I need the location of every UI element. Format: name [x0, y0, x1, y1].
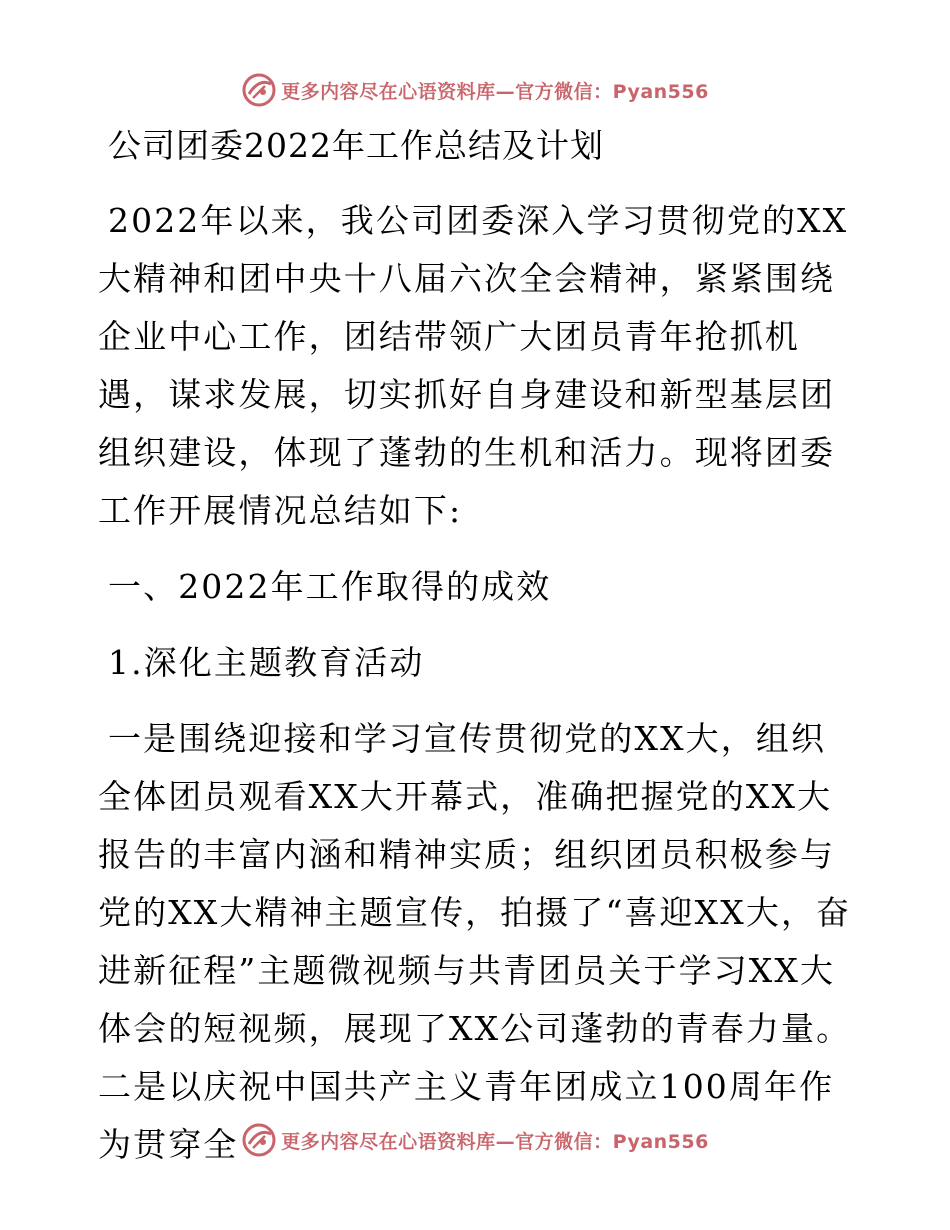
body-paragraph: 一是围绕迎接和学习宣传贯彻党的XX大，组织全体团员观看XX大开幕式，准确把握党的XX大报告的丰富内涵和精神实质；组织团员积极参与党的XX大精神主题宣传，拍摄了“喜迎XX大，奋进新征程”主题微视频与共青团员关于学习XX大体会的短视频，展现了XX公司蓬勃的青春力量。二是以庆祝中国共产主义青年团成立100周年作为贯穿全 [98, 719, 852, 1164]
logo-icon [241, 72, 277, 108]
section-heading: 一、2022年工作取得的成效 [108, 567, 552, 606]
header-watermark-banner [0, 70, 950, 110]
document-body [98, 118, 858, 1174]
document-title: 公司团委2022年工作总结及计划 [108, 126, 604, 165]
banner-text [281, 77, 709, 104]
subsection-heading: 1.深化主题教育活动 [108, 643, 425, 682]
banner-label: 更多内容尽在心语资料库—官方微信： [281, 80, 613, 103]
banner-text [281, 1127, 709, 1154]
footer-watermark-banner [0, 1120, 950, 1160]
banner-wechat-id: Pyan556 [612, 80, 709, 103]
intro-paragraph: 2022年以来，我公司团委深入学习贯彻党的XX大精神和团中央十八届六次全会精神，紧紧围绕企业中心工作，团结带领广大团员青年抢抓机遇，谋求发展，切实抓好自身建设和新型基层团组织建设，体现了蓬勃的生机和活力。现将团委工作开展情况总结如下: [98, 201, 849, 530]
banner-wechat-id: Pyan556 [612, 1130, 709, 1153]
banner-label: 更多内容尽在心语资料库—官方微信： [281, 1130, 613, 1153]
logo-icon [241, 1122, 277, 1158]
